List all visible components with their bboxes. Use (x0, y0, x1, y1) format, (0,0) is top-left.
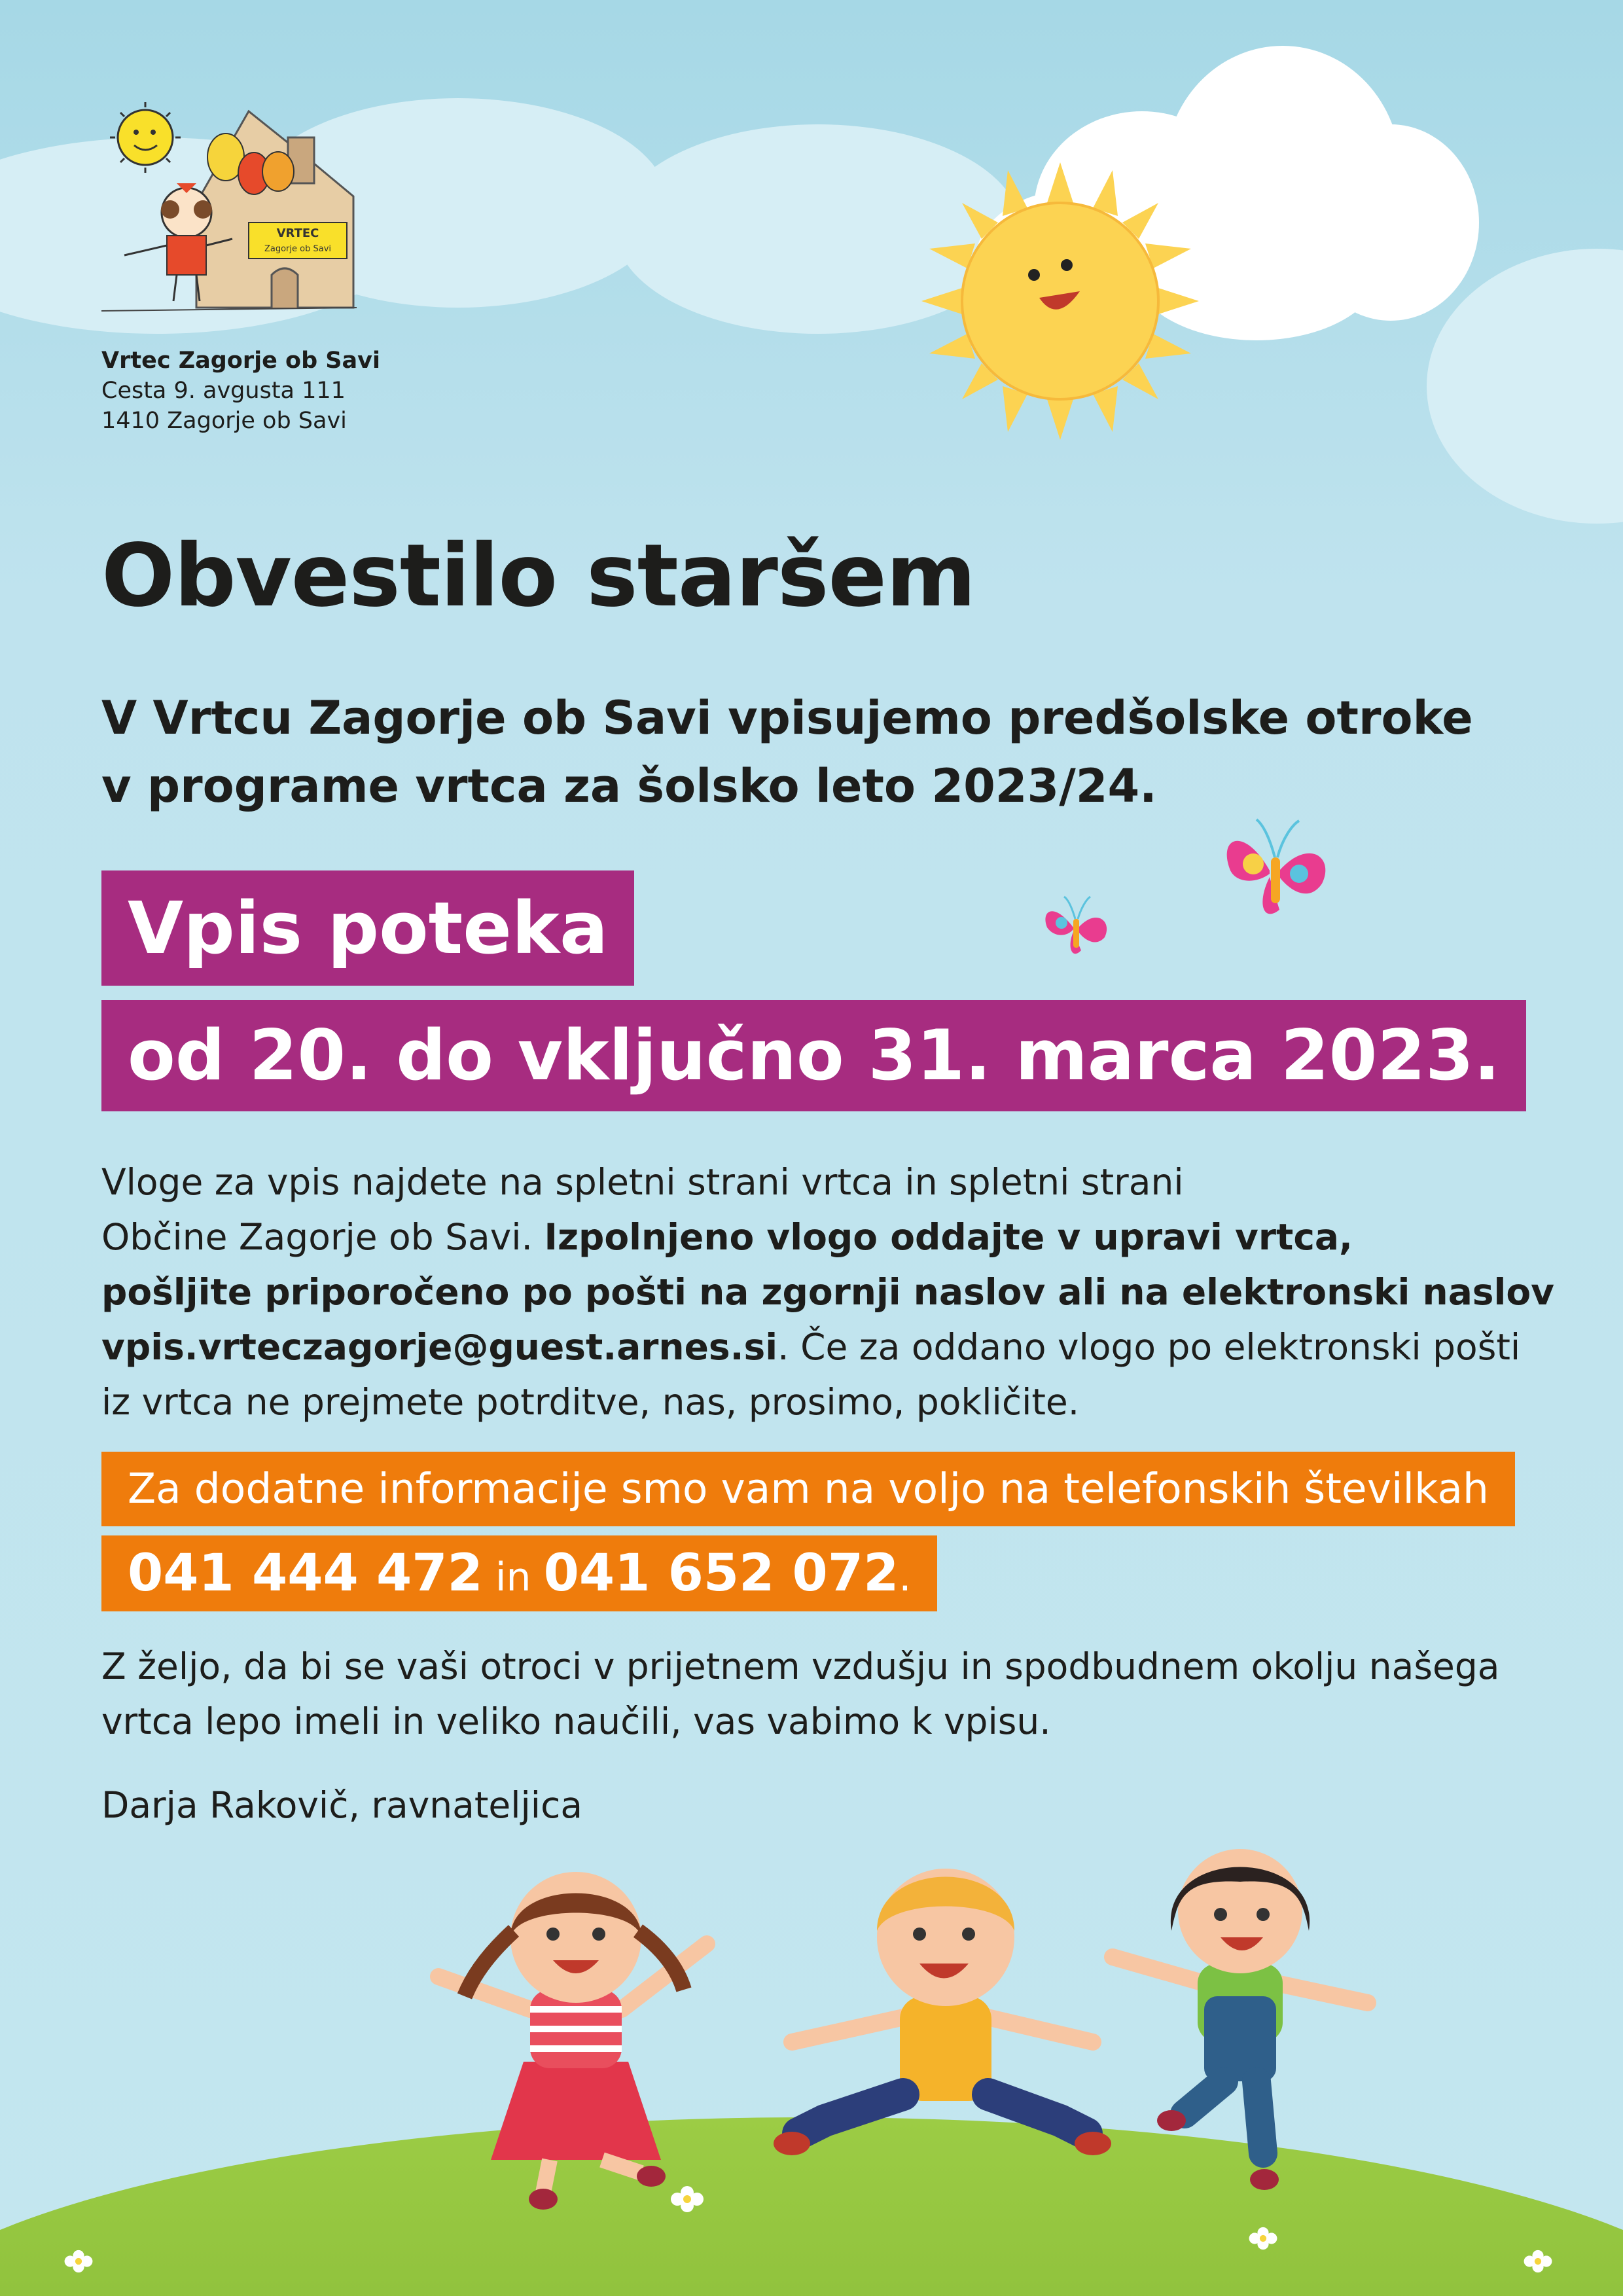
intro-line-2: v programe vrtca za šolsko leto 2023/24. (101, 759, 1157, 813)
daisy-icon (59, 2245, 98, 2278)
closing-line-1: Z željo, da bi se vaši otroci v prijetnem vzdušju in spodbudnem okolju našega (101, 1645, 1500, 1687)
organization-address (101, 346, 380, 436)
boy-yellow-shirt-illustration (772, 1846, 1113, 2173)
phone-conjunction: in (482, 1554, 544, 1600)
info-line-5: iz vrtca ne prejmete potrditve, nas, prosimo, pokličite. (101, 1381, 1080, 1423)
info-line-4b: . Če za oddano vlogo po elektronski pošti (777, 1326, 1521, 1368)
email-address: vpis.vrteczagorje@guest.arnes.si (101, 1326, 778, 1368)
logo-sign-line2: Zagorje ob Savi (264, 244, 332, 254)
contact-info-band: Za dodatne informacije smo vam na voljo na telefonskih številkah (101, 1452, 1515, 1526)
daisy-icon (1243, 2222, 1283, 2255)
butterfly-large-icon (1217, 812, 1335, 929)
girl-overalls-illustration (1099, 1833, 1381, 2199)
info-line-3 (101, 1265, 1555, 1319)
intro-line-1: V Vrtcu Zagorje ob Savi vpisujemo predšolske otroke (101, 691, 1473, 745)
enrollment-label-band: Vpis poteka (101, 870, 634, 986)
intro-text (101, 684, 1541, 820)
enrollment-dates-band: od 20. do vključno 31. marca 2023. (101, 1000, 1526, 1111)
closing-line-2: vrtca lepo imeli in veliko naučili, vas vabimo k vpisu. (101, 1700, 1051, 1742)
signature: Darja Rakovič, ravnateljica (101, 1784, 583, 1826)
org-name: Vrtec Zagorje ob Savi (101, 348, 380, 374)
info-line-2 (101, 1210, 1528, 1265)
phone-1: 041 444 472 (128, 1544, 483, 1603)
logo-sign-line1: VRTEC (276, 226, 319, 240)
butterfly-small-icon (1041, 891, 1113, 963)
closing-text (101, 1639, 1528, 1749)
org-city: 1410 Zagorje ob Savi (101, 408, 347, 434)
daisy-icon (1518, 2245, 1558, 2278)
application-info (101, 1155, 1555, 1429)
sun-icon (916, 157, 1204, 445)
org-street: Cesta 9. avgusta 111 (101, 378, 346, 404)
phone-end: . (899, 1554, 912, 1600)
info-line-3-bold: pošljite priporočeno po pošti na zgornji naslov ali na elektronski naslov (101, 1271, 1555, 1313)
page-title: Obvestilo staršem (101, 526, 976, 626)
info-line-2a: Občine Zagorje ob Savi. (101, 1216, 544, 1258)
info-line-1: Vloge za vpis najdete na spletni strani vrtca in spletni strani (101, 1161, 1184, 1203)
daisy-icon (664, 2183, 710, 2215)
info-line-2b: Izpolnjeno vlogo oddajte v upravi vrtca, (544, 1216, 1353, 1258)
phone-2: 041 652 072 (543, 1544, 899, 1603)
vrtec-logo (98, 98, 360, 321)
phone-numbers-band (101, 1535, 937, 1611)
info-line-4 (101, 1319, 1528, 1374)
girl-red-dress-illustration (425, 1846, 726, 2212)
